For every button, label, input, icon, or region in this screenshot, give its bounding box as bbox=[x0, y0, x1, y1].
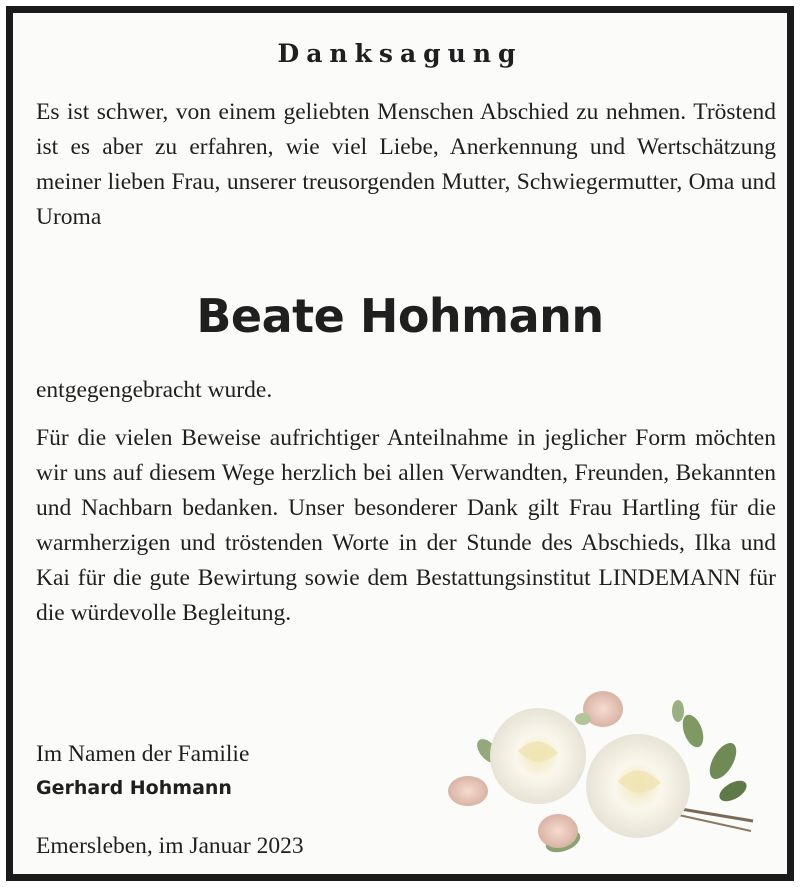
place-date: Emersleben, im Januar 2023 bbox=[36, 833, 304, 859]
deceased-name: Beate Hohmann bbox=[196, 289, 604, 343]
thanks-paragraph: Für die vielen Beweise aufrichtiger Anteilnahme in jeglicher Form möchten wir uns auf diesem Wege herzlich bei allen Verwandten, Freunden, Bekannten und Nachbarn bedanken. Unser besonderer Dank gilt Frau Hartling für die warmherzigen und tröstenden Worte in der Stunde des Abschieds, Ilka und Kai für die gute Bewirtung sowie dem Bestattungsinstitut LINDEMANN für die würdevolle Begleitung. bbox=[36, 425, 776, 626]
white-roses-image bbox=[433, 681, 763, 861]
family-intro: Im Namen der Familie bbox=[36, 741, 250, 767]
heading: Danksagung bbox=[277, 39, 523, 68]
obituary-notice bbox=[6, 6, 794, 881]
after-name-text: entgegengebracht wurde. bbox=[36, 377, 273, 403]
family-signature: Gerhard Hohmann bbox=[36, 777, 232, 799]
intro-paragraph: Es ist schwer, von einem geliebten Menschen Abschied zu nehmen. Tröstend ist es aber zu erfahren, wie viel Liebe, Anerkennung und Wertschätzung meiner lieben Frau, unserer treusorgenden Mutter, Schwiegermutter, Oma und Uroma bbox=[36, 99, 776, 230]
